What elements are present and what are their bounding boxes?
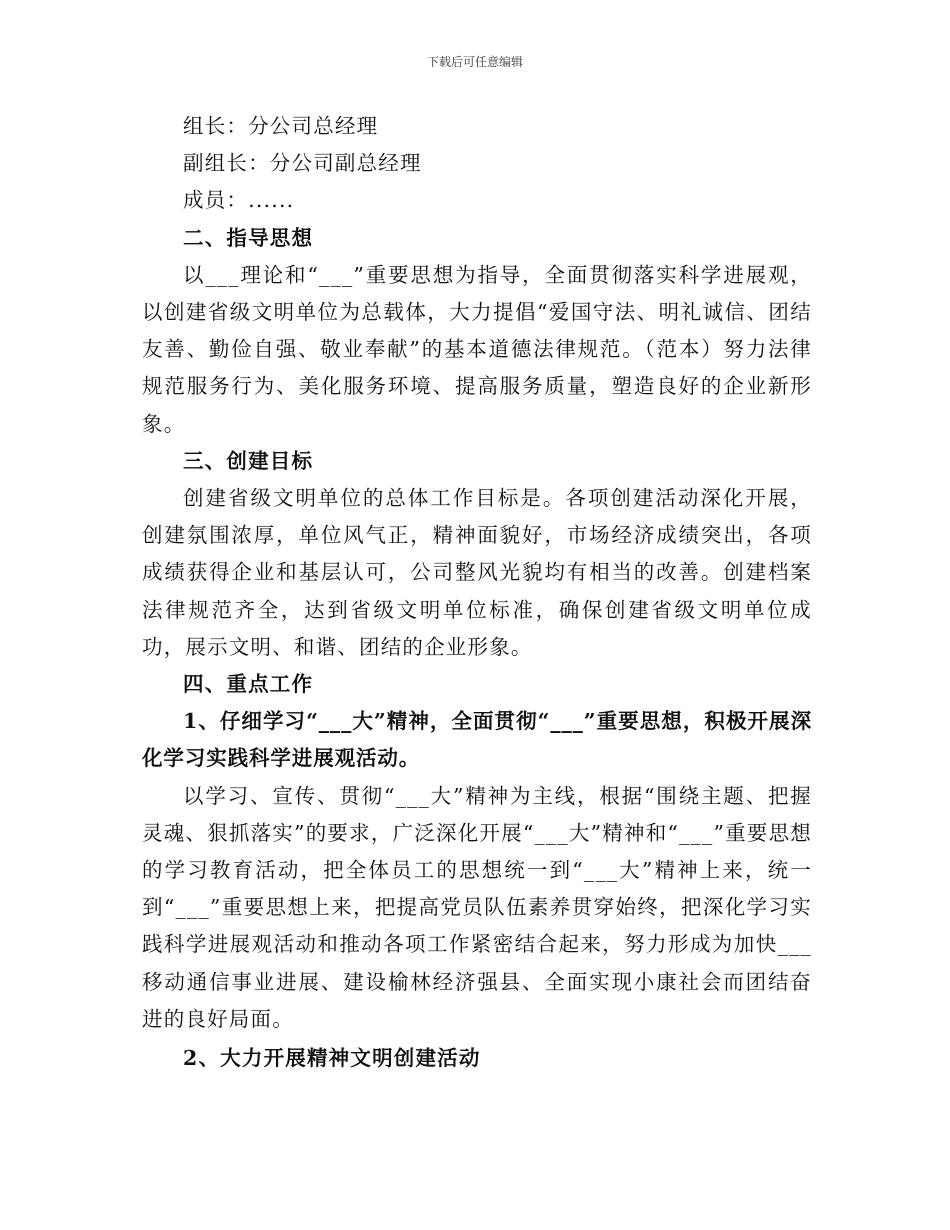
paragraph-study: 以学习、宣传、贯彻“___大”精神为主线，根据“围绕主题、把握灵魂、狠抓落实”的要求，广泛深化开展“___大”精神和“___”重要思想的学习教育活动，把全体员工的思想统一到“___大”精神上来，统一到“___”重要思想上来，把提高党员队伍素养贯穿始终，把深化学习实践科学进展观活动和推动各项工作紧密结合起来，努力形成为加快___移动通信事业进展、建设榆林经济强县、全面实现小康社会而团结奋进的良好局面。 — [142, 783, 812, 1031]
section-heading-goals: 三、创建目标 — [183, 448, 314, 473]
subheading-study: 1、仔细学习“___大”精神，全面贯彻“___”重要思想，积极开展深化学习实践科学进展观活动。 — [142, 709, 812, 771]
subheading-spiritual-civilization: 2、大力开展精神文明创建活动 — [183, 1046, 481, 1071]
team-leader-line: 组长：分公司总经理 — [183, 114, 379, 138]
section-heading-key-work: 四、重点工作 — [183, 672, 314, 697]
paragraph-guiding-ideology: 以___理论和“___”重要思想为指导，全面贯彻落实科学进展观，以创建省级文明单位为总载体，大力提倡“爱国守法、明礼诚信、团结友善、勤俭自强、敬业奉献”的基本道德法律规范。（范本）努力法律规范服务行为、美化服务环境、提高服务质量，塑造良好的企业新形象。 — [142, 262, 812, 436]
deputy-leader-line: 副组长：分公司副总经理 — [183, 151, 422, 176]
members-line: 成员：...... — [183, 188, 295, 213]
document-body — [142, 108, 812, 1077]
paragraph-goals: 创建省级文明单位的总体工作目标是。各项创建活动深化开展，创建氛围浓厚，单位风气正，精神面貌好，市场经济成绩突出，各项成绩获得企业和基层认可，公司整风光貌均有相当的改善。创建档案法律规范齐全，达到省级文明单位标准，确保创建省级文明单位成功，展示文明、和谐、团结的企业形象。 — [142, 486, 812, 659]
section-heading-guiding-ideology: 二、指导思想 — [183, 225, 314, 250]
page-header-note: 下载后可任意编辑 — [426, 55, 523, 69]
